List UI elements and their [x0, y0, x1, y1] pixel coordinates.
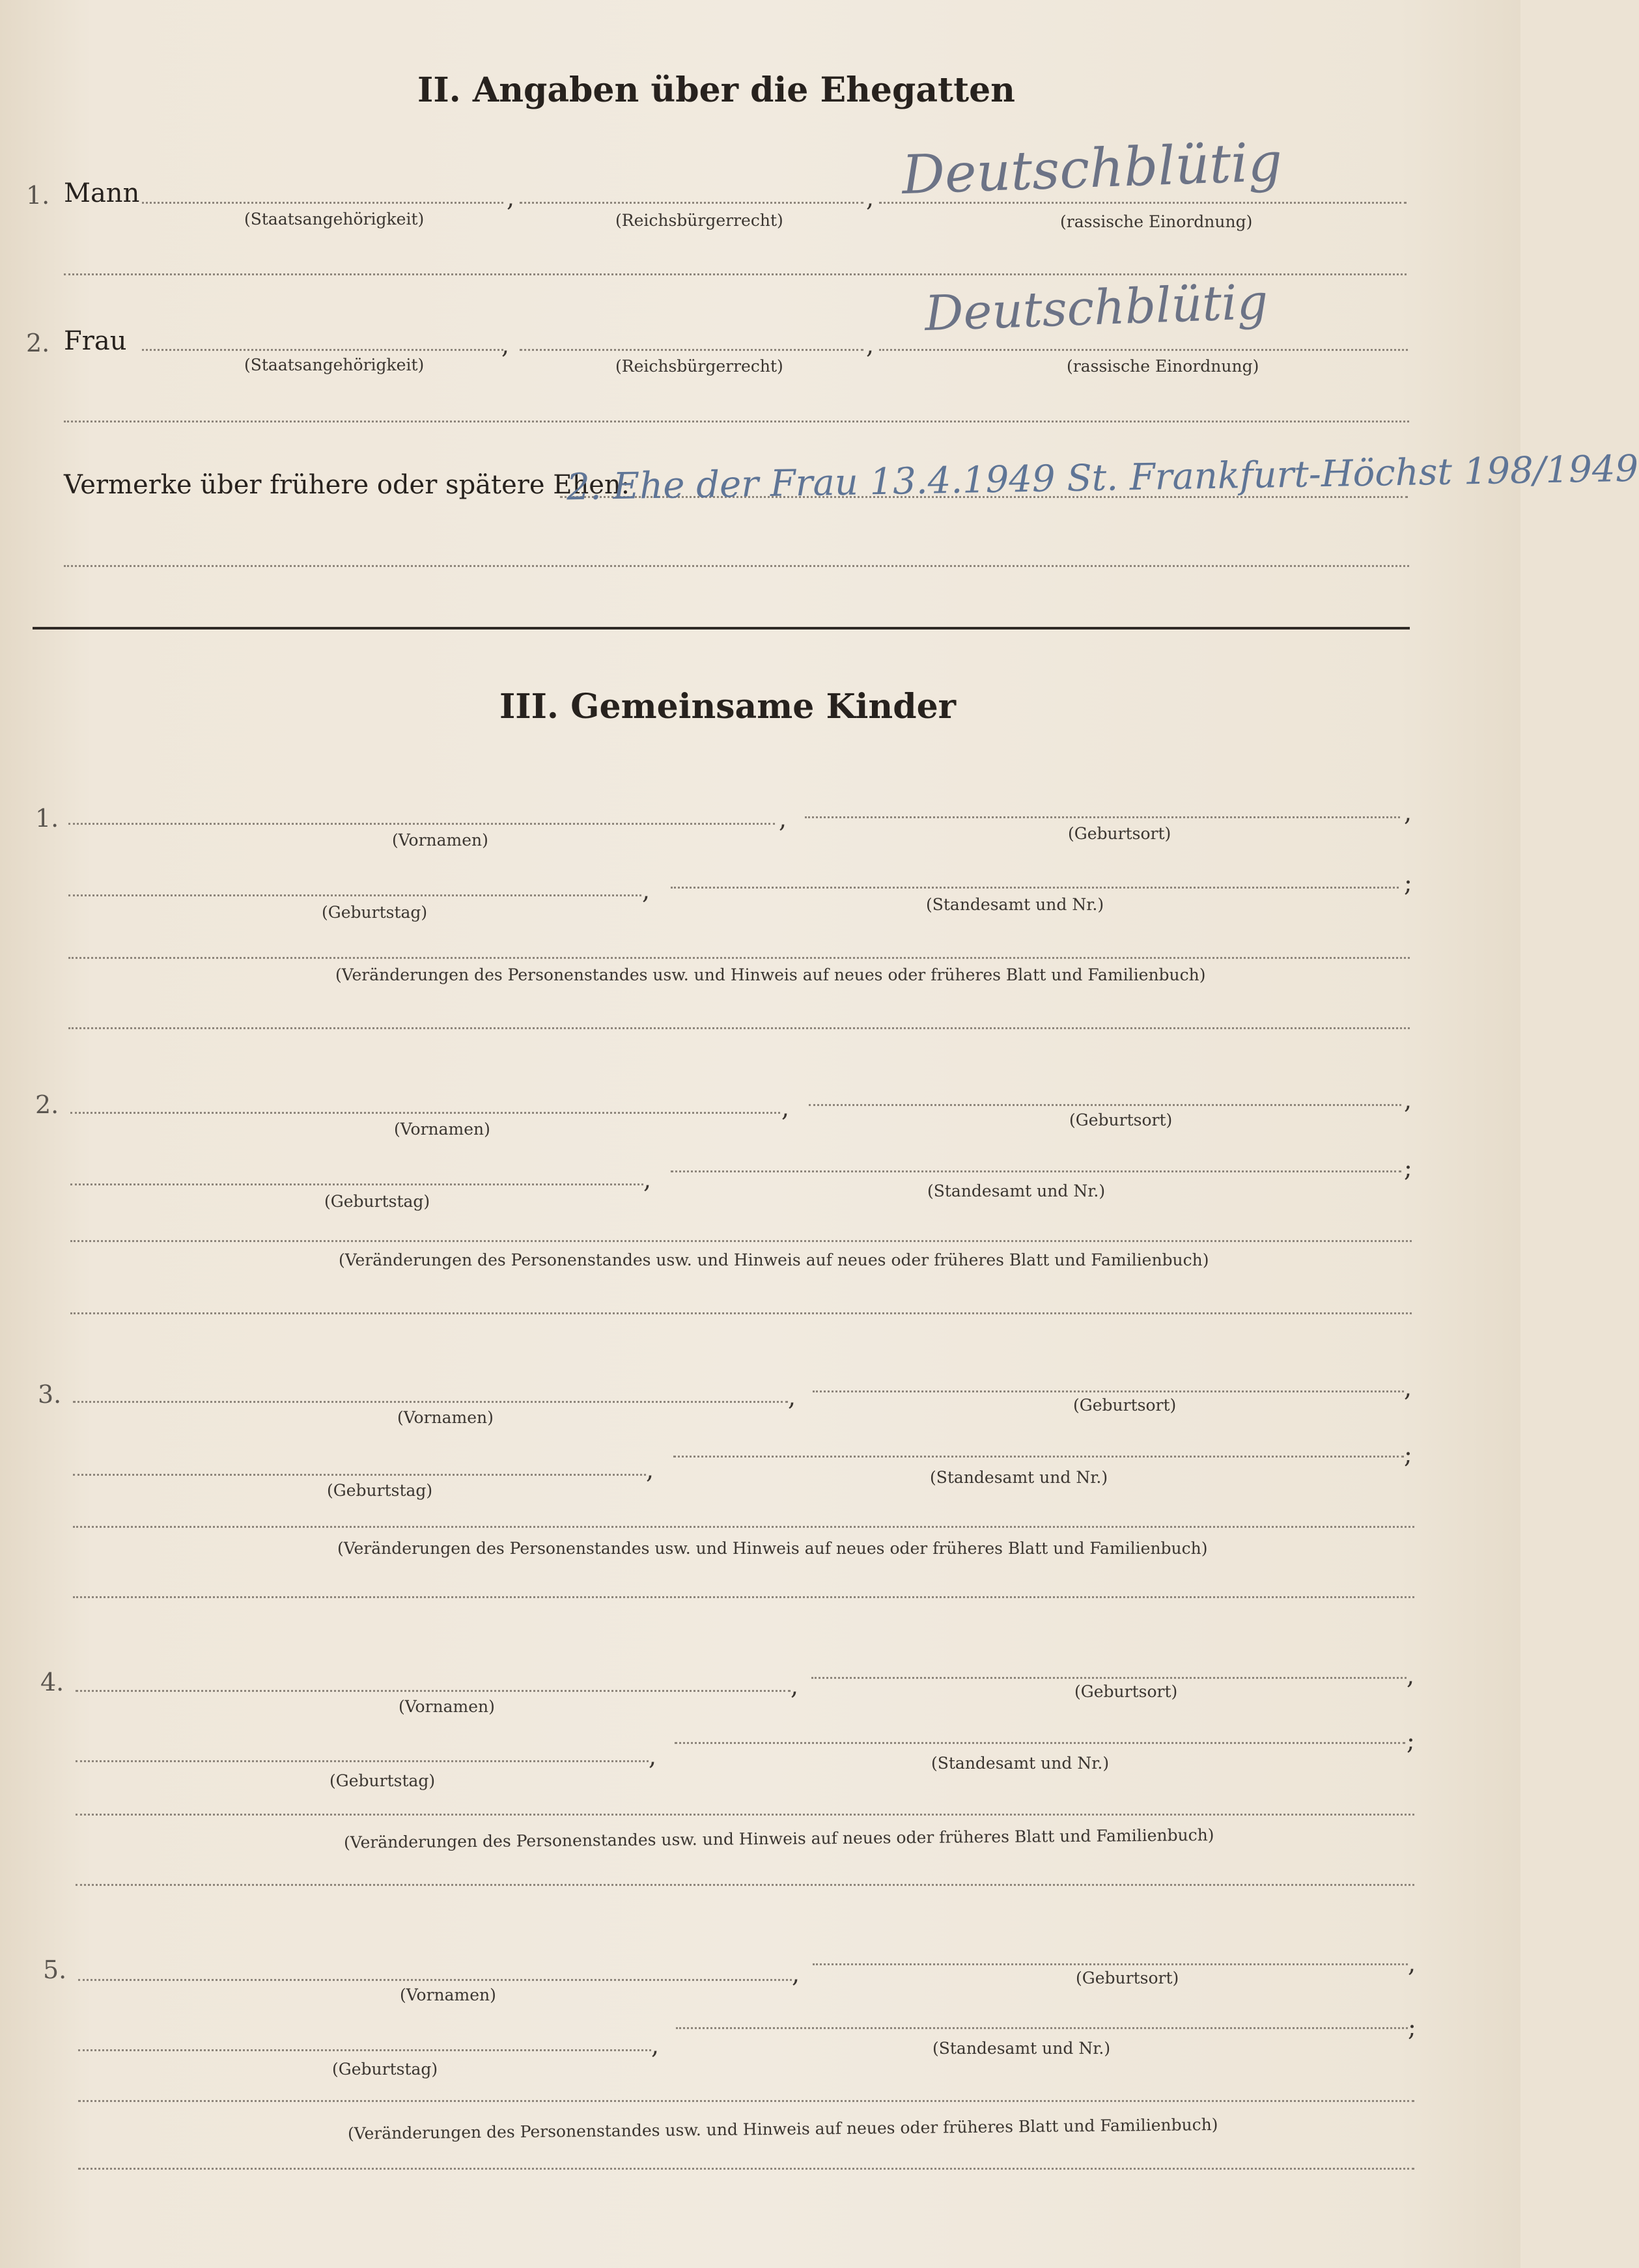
remarks-continuation-line[interactable] [64, 565, 1409, 567]
birthday-field[interactable] [68, 894, 641, 896]
semicolon: ; [1404, 868, 1412, 897]
comma: , [791, 1672, 799, 1700]
caption-changes: (Veränderungen des Personenstandes usw. und Hinweis auf neues oder früheres Blatt und Familienbuch) [347, 2115, 1218, 2143]
comma: , [1407, 1661, 1415, 1690]
child-number: 3. [38, 1380, 62, 1409]
comma: , [1408, 1949, 1416, 1978]
given-names-field[interactable] [76, 1690, 791, 1692]
comma: , [866, 331, 875, 359]
registry-office-field[interactable] [675, 1742, 1405, 1744]
caption-birthday: (Geburtstag) [322, 903, 428, 922]
handwritten-entry: Deutschblütig [923, 273, 1269, 342]
caption-given-names: (Vornamen) [400, 1985, 496, 2004]
caption-birthplace: (Geburtsort) [1076, 1969, 1179, 1987]
birthplace-field[interactable] [813, 1390, 1404, 1392]
birthplace-field[interactable] [811, 1677, 1407, 1679]
caption-changes: (Veränderungen des Personenstandes usw. und Hinweis auf neues oder früheres Blatt und Familienbuch) [343, 1825, 1214, 1852]
comma: , [501, 331, 510, 359]
semicolon: ; [1407, 1726, 1415, 1755]
comma: , [1404, 1086, 1412, 1114]
comma: , [651, 2031, 660, 2060]
child-number: 2. [35, 1090, 59, 1119]
child-number: 5. [43, 1956, 67, 1984]
comma: , [646, 1456, 654, 1484]
caption-birthplace: (Geburtsort) [1068, 824, 1171, 843]
registry-office-field[interactable] [673, 1456, 1404, 1458]
comma: , [792, 1959, 800, 1988]
given-names-field[interactable] [68, 823, 775, 825]
caption-reich-citizenship: (Reichsbürgerrecht) [615, 211, 783, 230]
changes-continuation-line[interactable] [68, 1027, 1410, 1029]
citizenship-field[interactable] [142, 202, 503, 204]
registry-office-field[interactable] [671, 887, 1399, 889]
caption-birthday: (Geburtstag) [329, 1771, 436, 1790]
caption-birthday: (Geburtstag) [332, 2060, 438, 2079]
changes-continuation-line[interactable] [76, 1884, 1414, 1886]
caption-given-names: (Vornamen) [392, 831, 488, 850]
comma: , [1404, 1374, 1412, 1402]
birthday-field[interactable] [78, 2049, 651, 2051]
racial-classification-field[interactable] [879, 349, 1408, 351]
spouse-label: Mann [64, 178, 140, 208]
given-names-field[interactable] [78, 1979, 792, 1981]
changes-continuation-line[interactable] [70, 1312, 1412, 1314]
spouse-number: 2. [26, 329, 50, 357]
caption-registry-office: (Standesamt und Nr.) [931, 1754, 1110, 1773]
section-2-title: II. Angaben über die Ehegatten [417, 70, 1015, 110]
reich-citizenship-field[interactable] [520, 202, 863, 204]
birthplace-field[interactable] [813, 1963, 1408, 1965]
changes-field[interactable] [73, 1526, 1414, 1528]
caption-birthplace: (Geburtsort) [1069, 1111, 1173, 1129]
citizenship-field[interactable] [142, 349, 503, 351]
changes-continuation-line[interactable] [78, 2168, 1414, 2170]
continuation-line[interactable] [64, 273, 1407, 275]
continuation-line[interactable] [64, 421, 1409, 422]
comma: , [781, 1094, 790, 1122]
birthday-field[interactable] [70, 1183, 643, 1185]
given-names-field[interactable] [70, 1112, 780, 1114]
semicolon: ; [1408, 2013, 1416, 2041]
child-number: 4. [40, 1668, 64, 1696]
handwritten-entry: Deutschblütig [901, 131, 1283, 207]
comma: , [1404, 798, 1412, 827]
caption-birthplace: (Geburtsort) [1073, 1396, 1177, 1415]
caption-racial-classification: (rassische Einordnung) [1067, 357, 1259, 376]
caption-citizenship: (Staatsangehörigkeit) [244, 210, 425, 228]
caption-birthday: (Geburtstag) [327, 1481, 433, 1500]
caption-changes: (Veränderungen des Personenstandes usw. und Hinweis auf neues oder früheres Blatt und Familienbuch) [335, 965, 1206, 984]
spouse-number: 1. [26, 181, 50, 210]
caption-registry-office: (Standesamt und Nr.) [932, 2039, 1111, 2058]
birthday-field[interactable] [73, 1474, 646, 1476]
caption-birthplace: (Geburtsort) [1074, 1682, 1178, 1701]
caption-given-names: (Vornamen) [397, 1408, 494, 1427]
comma: , [779, 805, 787, 833]
comma: , [649, 1742, 657, 1771]
caption-racial-classification: (rassische Einordnung) [1060, 212, 1253, 231]
caption-changes: (Veränderungen des Personenstandes usw. und Hinweis auf neues oder früheres Blatt und Familienbuch) [337, 1539, 1208, 1558]
caption-registry-office: (Standesamt und Nr.) [930, 1468, 1108, 1487]
comma: , [788, 1383, 796, 1411]
caption-given-names: (Vornamen) [394, 1120, 490, 1139]
handwritten-remarks: 2. Ehe der Frau 13.4.1949 St. Frankfurt-Höchst 198/1949 [566, 447, 1639, 509]
caption-registry-office: (Standesamt und Nr.) [927, 1182, 1106, 1200]
caption-registry-office: (Standesamt und Nr.) [926, 895, 1104, 914]
semicolon: ; [1404, 1440, 1412, 1469]
section-3-title: III. Gemeinsame Kinder [499, 687, 957, 726]
changes-field[interactable] [76, 1814, 1414, 1816]
birthplace-field[interactable] [809, 1104, 1401, 1106]
comma: , [643, 1165, 652, 1194]
caption-reich-citizenship: (Reichsbürgerrecht) [615, 357, 783, 376]
section-divider [33, 627, 1410, 629]
changes-field[interactable] [68, 957, 1410, 959]
caption-birthday: (Geburtstag) [324, 1192, 430, 1211]
changes-continuation-line[interactable] [73, 1596, 1414, 1598]
comma: , [866, 184, 875, 212]
caption-given-names: (Vornamen) [399, 1697, 495, 1716]
child-number: 1. [35, 804, 59, 833]
changes-field[interactable] [70, 1240, 1412, 1242]
birthplace-field[interactable] [805, 816, 1400, 818]
spouse-label: Frau [64, 326, 127, 356]
comma: , [507, 184, 515, 212]
caption-citizenship: (Staatsangehörigkeit) [244, 355, 425, 374]
registry-office-field[interactable] [676, 2027, 1408, 2029]
remarks-label: Vermerke über frühere oder spätere Ehen: [64, 470, 630, 500]
given-names-field[interactable] [73, 1401, 788, 1403]
caption-changes: (Veränderungen des Personenstandes usw. und Hinweis auf neues oder früheres Blatt und Familienbuch) [339, 1251, 1209, 1269]
semicolon: ; [1404, 1154, 1412, 1182]
changes-field[interactable] [78, 2100, 1414, 2102]
birthday-field[interactable] [76, 1760, 649, 1762]
comma: , [642, 876, 651, 905]
registry-office-field[interactable] [671, 1170, 1401, 1172]
reich-citizenship-field[interactable] [520, 349, 863, 351]
